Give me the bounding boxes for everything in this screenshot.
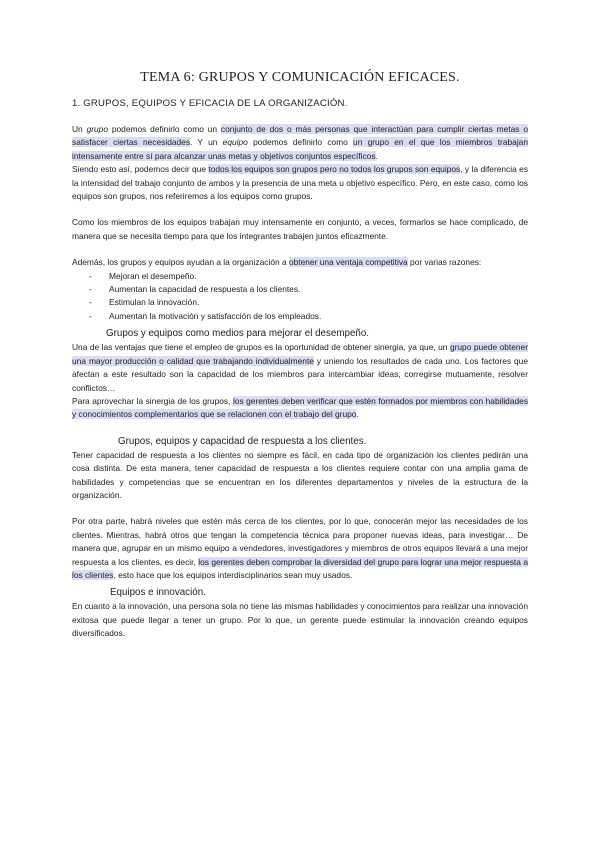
highlighted-text: obtener una ventaja competitiva [288, 257, 408, 268]
list-item: - Aumentan la motivación y satisfacción de los empleados. [72, 310, 528, 323]
paragraph-grupo-definicion [72, 123, 528, 163]
highlighted-text: los gerentes deben verificar que estén formados por miembros con habilidades y conocimientos complementarios que se relacionen con el trabajo del grupo [72, 395, 528, 420]
highlighted-text: todos los equipos son grupos pero no todos los grupos son equipos [208, 164, 461, 175]
highlighted-text: un grupo en el que los miembros trabajan intensamente entre sí para alcanzar unas metas y objetivos conjuntos específicos [72, 137, 528, 161]
reasons-list [72, 270, 528, 324]
paragraph-ventaja-competitiva [72, 256, 528, 269]
highlighted-text: grupo puede obtener una mayor producción o calidad que trabajando individualmente [72, 342, 528, 366]
paragraph-equipos-grupos [72, 163, 528, 203]
text-run: Siendo esto así, podemos decir que [72, 164, 209, 175]
paragraph-formacion-equipos: Como los miembros de los equipos trabajan muy intensamente en conjunto, a veces, formarlos se hace complicado, de manera que se necesita tiempo para que los integrantes trabajen juntos eficazmente. [72, 217, 528, 241]
paragraph-niveles-clientes [72, 515, 528, 582]
document-title: TEMA 6: GRUPOS Y COMUNICACIÓN EFICACES. [140, 70, 460, 85]
paragraph-capacidad-respuesta: Tener capacidad de respuesta a los clientes no siempre es fácil, en cada tipo de organización los clientes pedirán una cosa distinta. De esta manera, tener capacidad de respuesta a los clientes requiere contar con una amplia gama de habilidades y competencias que se encuentran en los diferentes departamentos y niveles de la estructura de la organización. [72, 449, 528, 500]
text-run: podemos definirlo como un [108, 124, 221, 134]
list-item: - Aumentan la capacidad de respuesta a los clientes. [72, 283, 528, 296]
list-item: - Estimulan la innovación. [72, 296, 528, 309]
text-run: podemos definirlo como [247, 137, 354, 148]
text-run: Además, los grupos y equipos ayudan a la organización a [72, 257, 289, 268]
text-run: y uniendo los resultados de cada uno. Los factores que afectan a este resultado son la capacidad de los miembros para intercambiar ideas, corregirse mutuamente, resolver conflictos… [72, 355, 528, 393]
text-run: Para aprovechar la sinergia de los grupos, [72, 395, 233, 406]
text-run: , esto hace que los equipos interdisciplinarios sean muy usados. [113, 569, 353, 580]
text-run: , y la diferencia es la intensidad del trabajo conjunto de ambos y la presencia de una meta u objetivo específico. Pero, en este caso, como los equipos son grupos, nos referiremos a los equipos como grupos. [72, 164, 529, 202]
text-run: . Y un [190, 137, 223, 148]
text-run: Por otra parte, habrá niveles que estén más cerca de los clientes, por lo que, conocerán mejor las necesidades de los clientes. Mientras, habrá otros que tengan la competencia técnica para proponer nuevas ideas, para investigar… De manera que, agrupar en un mismo equipo a vendedores, investigadores y miembros de otros equipos llevará a una mejor respuesta a los clientes, es decir, [72, 516, 528, 567]
paragraph-sinergia [72, 341, 528, 395]
highlighted-text: los gerentes deben comprobar la diversidad del grupo para lograr una mejor respuesta a los clientes [72, 556, 528, 580]
subsection-heading-desempeno: Grupos y equipos como medios para mejorar el desempeño. [106, 328, 370, 340]
text-run: por varias razones: [407, 257, 482, 268]
paragraph-aprovechar-sinergia [72, 395, 528, 422]
section-heading: 1. GRUPOS, EQUIPOS Y EFICACIA DE LA ORGANIZACIÓN. [72, 98, 348, 109]
text-run: Una de las ventajas que tiene el empleo de grupos es la oportunidad de obtener sinergia, ya que, un [72, 342, 450, 353]
list-item: - Mejoran el desempeño. [72, 270, 528, 283]
text-run: . [375, 150, 378, 161]
italic-term: equipo [222, 137, 248, 148]
text-run: Un [72, 124, 87, 134]
highlighted-text: conjunto de dos o más personas que interactúan para cumplir ciertas metas o satisfacer ciertas necesidades [72, 124, 528, 148]
subsection-heading-innovacion: Equipos e innovación. [110, 587, 206, 599]
document-page [72, 70, 528, 641]
subsection-heading-clientes: Grupos, equipos y capacidad de respuesta a los clientes. [118, 435, 367, 447]
text-run: . [356, 409, 359, 420]
paragraph-innovacion: En cuanto a la innovación, una persona sola no tiene las mismas habilidades y conocimientos para realizar una innovación exitosa que puede llegar a tener un grupo. Por lo que, un gerente puede estimular la innovación creando equipos diversificados. [72, 601, 528, 639]
italic-term: grupo [86, 124, 108, 134]
